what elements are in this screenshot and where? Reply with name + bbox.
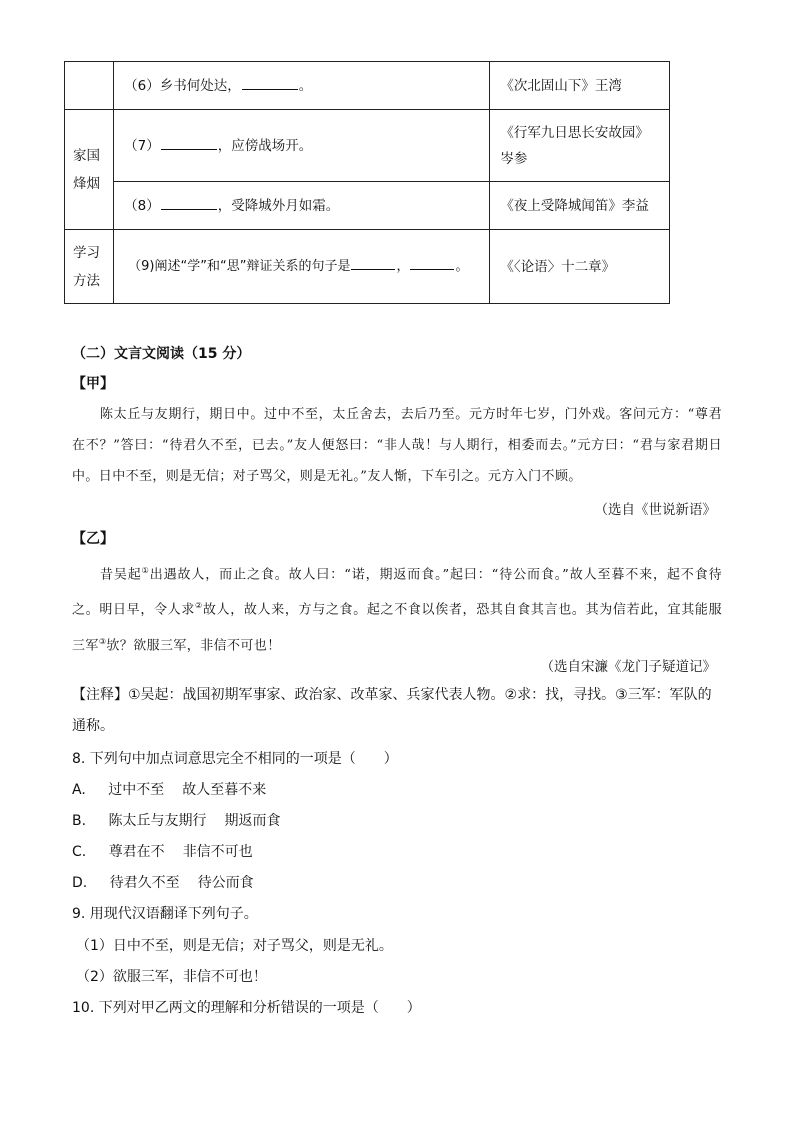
category-cell: 家国烽烟 xyxy=(65,110,114,230)
category-cell xyxy=(65,62,114,110)
passage-label-yi: 【乙】 xyxy=(72,531,114,547)
answer-blank[interactable] xyxy=(161,195,217,210)
line-text: ， xyxy=(396,258,410,274)
question-8-stem: 8. 下列句中加点词意思完全不相同的一项是（ ） xyxy=(72,751,398,767)
question-9-sentence-1: （1）日中不至，则是无信；对子骂父，则是无礼。 xyxy=(76,938,393,954)
footnote-mark: ③ xyxy=(98,636,107,646)
question-9-stem: 9. 用现代汉语翻译下列句子。 xyxy=(72,906,258,922)
line-text: （6）乡书何处达， xyxy=(124,77,241,94)
table-row xyxy=(65,230,670,304)
answer-blank[interactable] xyxy=(410,255,454,270)
line-text: ，受降城外月如霜。 xyxy=(217,197,340,214)
question-9-sentence-2: （2）欲服三军，非信不可也！ xyxy=(76,969,267,985)
category-cell: 学习方法 xyxy=(65,230,114,304)
line-text: （8） xyxy=(124,197,160,214)
passage-text: 故人，故人来，方与之食。起之不食以俟者，恐其自食其言也。其为信若此，宜其能服三军 xyxy=(72,602,722,653)
option-text: 过中不至 xyxy=(108,782,165,798)
fill-line-cell xyxy=(114,230,490,304)
option-text: 非信不可也 xyxy=(182,844,253,860)
passage-jia: 陈太丘与友期行，期日中。过中不至，太丘舍去，去后乃至。元方时年七岁，门外戏。客问元方：“尊君在不？”答曰：“待君久不至，已去。”友人便怒曰：“非人哉！与人期行，相委而去。”元方曰：“君与家君期日中。日中不至，则是无信；对子骂父，则是无礼。”友人惭，下车引之。元方入门不顾。 xyxy=(72,407,722,484)
answer-blank[interactable] xyxy=(161,135,217,150)
poem-table xyxy=(64,61,670,304)
answer-blank[interactable] xyxy=(242,75,298,90)
option-text: 尊君在不 xyxy=(108,844,165,860)
line-text: （9)阐述“学”和“思”辩证关系的句子是 xyxy=(128,258,351,274)
option-letter: A. xyxy=(72,782,86,798)
passage-yi xyxy=(72,555,722,661)
table-row xyxy=(65,62,670,110)
source-cell: 《夜上受降城闻笛》李益 xyxy=(490,182,670,230)
line-text: ，应傍战场开。 xyxy=(217,137,313,154)
option-letter: D. xyxy=(72,875,88,891)
table-row xyxy=(65,110,670,182)
option-letter: B. xyxy=(72,813,87,829)
question-10-stem: 10. 下列对甲乙两文的理解和分析错误的一项是（ ） xyxy=(72,1000,421,1016)
table-row xyxy=(65,182,670,230)
option-text: 待公而食 xyxy=(197,875,254,891)
passage-source: （选自宋濂《龙门子疑道记》 xyxy=(540,659,716,675)
option-text: 故人至暮不来 xyxy=(182,782,267,798)
option-text: 陈太丘与友期行 xyxy=(108,813,207,829)
line-text: （7） xyxy=(124,137,160,154)
option-letter: C. xyxy=(72,844,87,860)
passage-text: 昔吴起 xyxy=(100,567,142,583)
source-cell: 《〈论语〉十二章》 xyxy=(490,230,670,304)
source-cell: 《次北固山下》王湾 xyxy=(490,62,670,110)
passage-text: 欤？欲服三军，非信不可也！ xyxy=(106,637,281,653)
footnote-mark: ① xyxy=(141,566,150,575)
option-a[interactable] xyxy=(72,779,266,799)
answer-blank[interactable] xyxy=(351,255,395,270)
annotation-note: 【注释】①吴起：战国初期军事家、政治家、改革家、兵家代表人物。②求：找，寻找。③三军：军队的通称。 xyxy=(72,687,712,734)
line-text: 。 xyxy=(298,77,313,94)
passage-label-jia: 【甲】 xyxy=(72,376,114,392)
footnote-mark: ② xyxy=(195,601,203,611)
fill-line-cell xyxy=(114,62,490,110)
fill-line-cell xyxy=(114,110,490,182)
fill-line-cell xyxy=(114,182,490,230)
source-cell: 《行军九日思长安故园》岑参 xyxy=(490,110,670,182)
option-c[interactable] xyxy=(72,841,253,861)
line-text: 。 xyxy=(455,258,469,274)
section-title: （二）文言文阅读（15 分） xyxy=(72,346,251,362)
option-d[interactable] xyxy=(72,872,254,892)
option-text: 待君久不至 xyxy=(109,875,180,891)
option-b[interactable] xyxy=(72,810,281,830)
passage-text: 出遇故人，而止之食。故人曰：“诺，期返而食。”起曰：“待公而食。”故人至暮不来，起不食待之。明日早，令人求 xyxy=(72,567,722,618)
option-text: 期返而食 xyxy=(224,813,281,829)
passage-source: （选自《世说新语》 xyxy=(594,502,716,518)
